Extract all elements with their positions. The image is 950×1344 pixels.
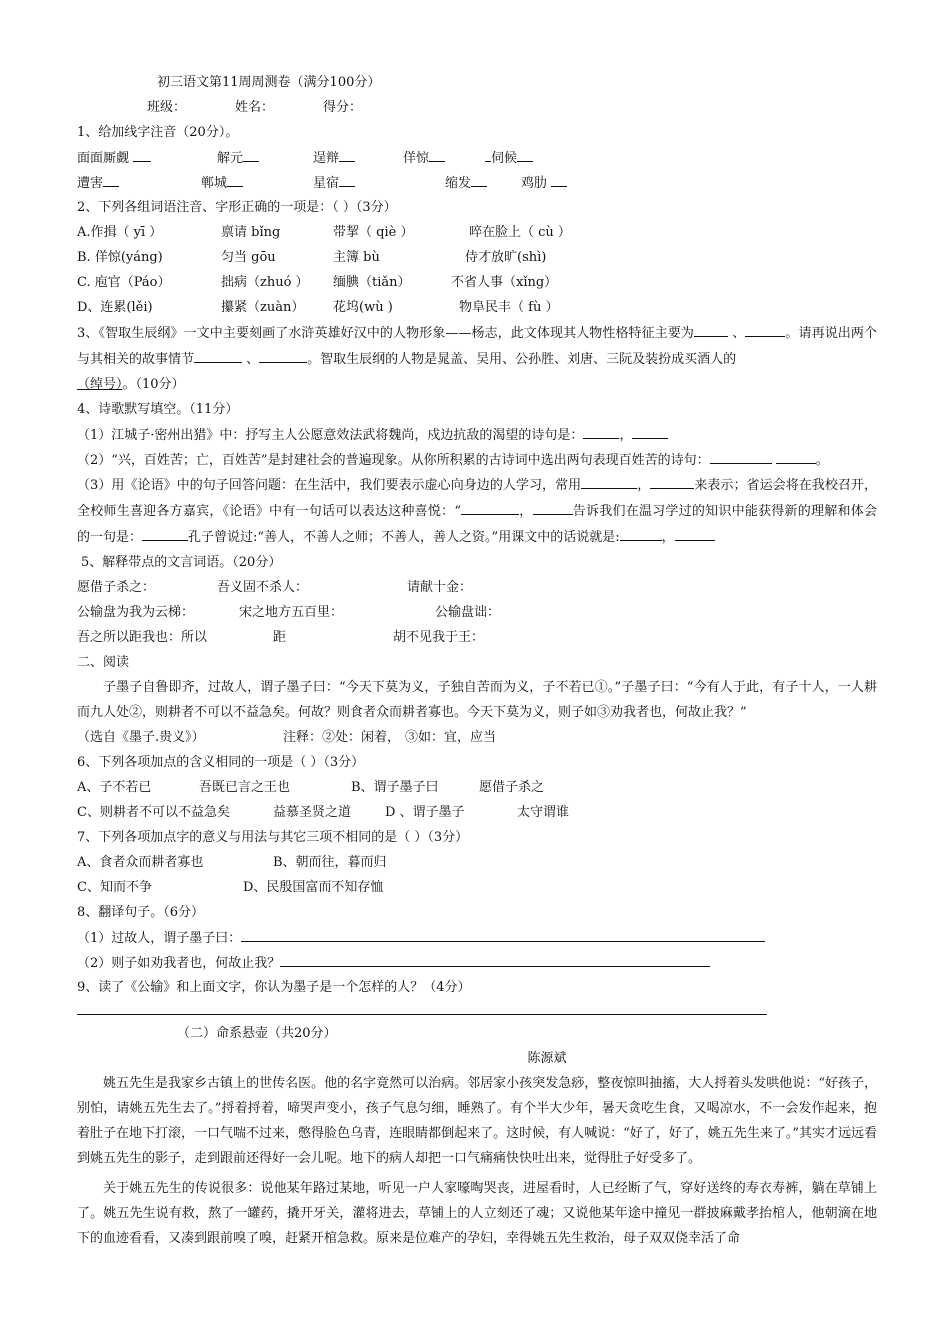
q2-item: A.作揖（ yī ） <box>77 225 163 240</box>
answer-blank[interactable] <box>583 422 619 439</box>
q4-text: 来表示；省运会将在我校召开，全校师生喜迎各方嘉宾，《论语》中有一句话可以表达这种喜悦：“ <box>77 478 877 519</box>
q1-word: 缩发 <box>445 176 472 191</box>
q2-item: 缅腆（tiǎn） <box>333 275 411 290</box>
q8-text: （2）则子如劝我者也，何故止我？ <box>77 956 281 971</box>
answer-blank[interactable] <box>471 170 487 187</box>
answer-blank[interactable] <box>581 472 637 489</box>
score-label: 得分： <box>323 100 363 115</box>
q2-option-d <box>77 295 877 320</box>
answer-blank[interactable] <box>533 498 573 515</box>
answer-blank[interactable] <box>227 170 243 187</box>
q5-item: 请献十金： <box>407 580 473 595</box>
q5-item: 公输盘诎： <box>435 605 501 620</box>
q7-row-2 <box>77 875 877 900</box>
q4-text: ， <box>637 478 651 493</box>
q4-text: ， <box>661 530 675 545</box>
name-label: 姓名： <box>235 100 275 115</box>
q1-word: 郸城 <box>201 176 228 191</box>
q2-item: 禀请 bǐng <box>221 225 281 240</box>
class-label: 班级： <box>147 100 187 115</box>
answer-blank[interactable] <box>339 145 355 162</box>
q4-text: （1）江城子·密州出猎》中：抒写主人公愿意效法武将魏尚，戍边抗敌的渴望的诗句是： <box>77 428 584 443</box>
q8-text: （1）过故人，谓子墨子曰： <box>77 931 242 946</box>
q9-title: 9、读了《公输》和上面文字，你认为墨子是一个怎样的人？（4分） <box>77 980 471 995</box>
q1-word: 解元 <box>217 151 244 166</box>
q1-word: 鸡肋 <box>521 176 548 191</box>
q6-item: 太守谓谁 <box>517 805 570 820</box>
q8-title: 8、翻译句子。（6分） <box>77 905 205 920</box>
answer-blank[interactable] <box>517 145 533 162</box>
q4-text: （3）用《论语》中的句子回答问题：在生活中，我们要表示虚心向身边的人学习，常用 <box>77 478 582 493</box>
answer-blank[interactable] <box>142 524 188 541</box>
q2-item: 主簿 bù <box>333 250 380 265</box>
q6-item: 益慕圣贤之道 <box>273 805 352 820</box>
q6-row-1 <box>77 775 877 800</box>
q2-option-a <box>77 220 877 245</box>
answer-blank[interactable] <box>194 346 242 363</box>
q6-title: 6、下列各项加点的含义相同的一项是（ ）（3分） <box>77 755 365 770</box>
q5-row-2 <box>77 600 877 625</box>
q3-text: 。（10分） <box>122 377 185 392</box>
answer-blank[interactable] <box>675 524 715 541</box>
passage-notes: 注释：②处：闲着， <box>283 730 401 745</box>
q5-item: 公输盘为我为云梯： <box>77 605 195 620</box>
q7-item: D、民殷国富而不知存恤 <box>243 880 384 895</box>
story-paragraph-2: 关于姚五先生的传说很多：说他某年路过某地，听见一户人家嚎啕哭丧，进屋看时，人已经断了气，穿好送终的寿衣寿裤，躺在草铺上了。姚五先生说有救，熬了一罐药，撬开牙关，灌将进去，草铺上的人立刻还了魂；又说他某年途中撞见一群披麻戴孝抬棺人，他朝滴在地下的血迹看看，又凑到跟前嗅了嗅，赶紧开棺急救。原来是位难产的孕妇，幸得姚五先生救治，母子双双侥幸活了命 <box>77 1181 877 1246</box>
q8-sentence-1 <box>77 925 877 950</box>
reading-section-title: 二、阅读 <box>77 655 130 670</box>
q4-part-1 <box>77 422 877 447</box>
answer-line[interactable] <box>77 1000 767 1015</box>
q2-item: 不省人事（xǐng） <box>451 275 558 290</box>
q4-part-2 <box>77 447 877 472</box>
answer-blank[interactable] <box>339 170 355 187</box>
q2-option-c <box>77 270 877 295</box>
answer-line[interactable] <box>241 925 765 942</box>
q2-item: 带挈（ qiè ） <box>333 225 414 240</box>
q7-item: A、食者众而耕者寡也 <box>77 855 204 870</box>
q2-item: 花坞(wù ) <box>333 300 393 315</box>
answer-blank[interactable] <box>694 320 728 337</box>
q3-text: 、 <box>246 352 260 367</box>
q6-item: 愿借子杀之 <box>479 780 545 795</box>
answer-blank[interactable] <box>620 524 662 541</box>
passage-source: （选自《墨子.贵义》） <box>77 730 205 745</box>
q1-word: 遭害 <box>77 176 104 191</box>
passage-text: 子墨子自鲁即齐，过故人，谓子墨子曰：“今天下莫为义，子独自苦而为义，子不若已①。”子墨子曰：“今有人于此，有子十人，一人耕而九人处②，则耕者不可以不益急矣。何故？则食者众而耕者寡也。今天下莫为义，则子如③劝我者也，何故止我？” <box>77 680 877 720</box>
q1-word: 佯惊 <box>403 151 430 166</box>
answer-blank[interactable] <box>551 170 567 187</box>
q1-word: 伺候 <box>491 151 518 166</box>
q1-word: 逞辩 <box>313 151 340 166</box>
answer-blank[interactable] <box>429 145 445 162</box>
answer-blank[interactable] <box>632 422 668 439</box>
q3-text: 、 <box>732 326 746 341</box>
q4-text: ， <box>619 428 633 443</box>
q5-title: 5、解释带点的文言词语。（20分） <box>81 555 282 570</box>
q3-paragraph <box>77 320 877 397</box>
q4-title: 4、诗歌默写填空。（11分） <box>77 402 239 417</box>
q4-text: 。 <box>815 453 829 468</box>
q1-title: 1、给加线字注音（20分）。 <box>77 125 239 140</box>
q6-row-2 <box>77 800 877 825</box>
exam-paper <box>77 70 877 1251</box>
q6-item: B、谓子墨子曰 <box>351 780 439 795</box>
q2-item: D、连累(lěi) <box>77 300 153 315</box>
q2-title: 2、下列各组词语注音、字形正确的一项是：（ ）（3分） <box>77 200 397 215</box>
q2-item: B. 佯惊(yáng) <box>77 250 163 265</box>
answer-blank[interactable] <box>103 170 119 187</box>
answer-blank[interactable] <box>243 145 259 162</box>
story-section-title: （二）命系悬壶（共20分） <box>177 1026 337 1041</box>
answer-blank[interactable] <box>710 447 772 464</box>
q2-item: 匀当 gōu <box>221 250 276 265</box>
answer-blank[interactable] <box>745 320 785 337</box>
q3-text: 。智取生辰纲的人物是晁盖、吴用、公孙胜、刘唐、三阮及装扮成买酒人的 <box>307 352 737 367</box>
q5-row-1 <box>77 575 877 600</box>
answer-blank[interactable] <box>776 447 816 464</box>
answer-blank[interactable] <box>461 498 519 515</box>
answer-blank[interactable] <box>650 472 694 489</box>
q5-item: 吾之所以距我也：所以 <box>77 630 208 645</box>
answer-blank[interactable] <box>259 346 307 363</box>
exam-title: 初三语文第11周周测卷（满分100分） <box>157 75 381 90</box>
q5-item: 距 <box>273 630 287 645</box>
q5-item: 宋之地方五百里： <box>239 605 344 620</box>
q8-sentence-2 <box>77 950 877 975</box>
q2-item: 侍才放旷(shì) <box>465 250 547 265</box>
q4-text: 孔子曾说过:“善人，不善人之师；不善人，善人之资。”用课文中的话说就是: <box>188 530 620 545</box>
reading-passage <box>77 675 877 750</box>
q5-row-3 <box>77 625 877 650</box>
answer-blank[interactable] <box>133 145 151 162</box>
q3-nickname-blank[interactable]: （绰号） <box>77 377 123 392</box>
q3-text: 。请再说出两个与其相关的故事情节 <box>77 326 877 367</box>
q4-text: 告诉我们在温习学过的知识中能获得新的理解和体会的一句是： <box>77 504 877 545</box>
q1-row-2 <box>77 170 877 195</box>
q5-item: 愿借子杀之： <box>77 580 156 595</box>
q5-item: 吾义固不杀人： <box>217 580 309 595</box>
q3-text: 3、《智取生辰纲》一文中主要刻画了水浒英雄好汉中的人物形象——杨志，此文体现其人物性格特征主要为 <box>77 326 695 341</box>
q2-item: 物阜民丰（ fù ） <box>459 300 559 315</box>
q7-title: 7、下列各项加点字的意义与用法与其它三项不相同的是（ ）（3分） <box>77 830 469 845</box>
student-info-row <box>77 95 877 120</box>
q4-text: （2）“兴，百姓苦；亡，百姓苦”是封建社会的普遍现象。从你所积累的古诗词中选出两句表现百姓苦的诗句： <box>77 453 710 468</box>
q2-item: 拙病（zhuó ） <box>221 275 309 290</box>
story-author: 陈源斌 <box>527 1051 567 1066</box>
q2-item: 啐在脸上（ cù ） <box>469 225 571 240</box>
q2-item: C. 庖官（Páo） <box>77 275 171 290</box>
answer-line[interactable] <box>280 950 710 967</box>
q6-item: A、子不若已 <box>77 780 152 795</box>
story-paragraph-1: 姚五先生是我家乡古镇上的世传名医。他的名字竟然可以治病。邻居家小孩突发急痧，整夜惊叫抽搐，大人捋着头发哄他说：“好孩子，别怕，请姚五先生去了。”捋着捋着，啼哭声变小，孩子气息匀细，睡熟了。有个半大少年，暑天贪吃生食，又喝凉水，不一会发作起来，抱着肚子在地下打滚，一口气喘不过来，憋得脸色乌青，连眼睛都倒起来了。这时候，有人喊说：“好了，好了，姚五先生来了。”其实才远远看到姚五先生的影子，走到跟前还得好一会儿呢。地下的病人却把一口气痛痛快快吐出来，觉得肚子好受多了。 <box>77 1076 877 1166</box>
q4-text: ， <box>519 504 533 519</box>
q5-item: 胡不见我于王： <box>393 630 485 645</box>
q7-row-1 <box>77 850 877 875</box>
q1-word: 面面厮觑 <box>77 151 130 166</box>
q7-item: C、知而不争 <box>77 880 152 895</box>
q1-row-1 <box>77 145 877 170</box>
q2-item: 攥紧（zuàn） <box>221 300 305 315</box>
passage-notes: ③如：宜，应当 <box>405 730 497 745</box>
q2-option-b <box>77 245 877 270</box>
q1-word: 星宿 <box>313 176 340 191</box>
q6-item: C、则耕者不可以不益急矣 <box>77 805 230 820</box>
q4-part-3 <box>77 472 877 550</box>
q7-item: B、朝而往，暮而归 <box>273 855 387 870</box>
q6-item: D 、谓子墨子 <box>385 805 465 820</box>
q6-item: 吾既已言之王也 <box>199 780 291 795</box>
